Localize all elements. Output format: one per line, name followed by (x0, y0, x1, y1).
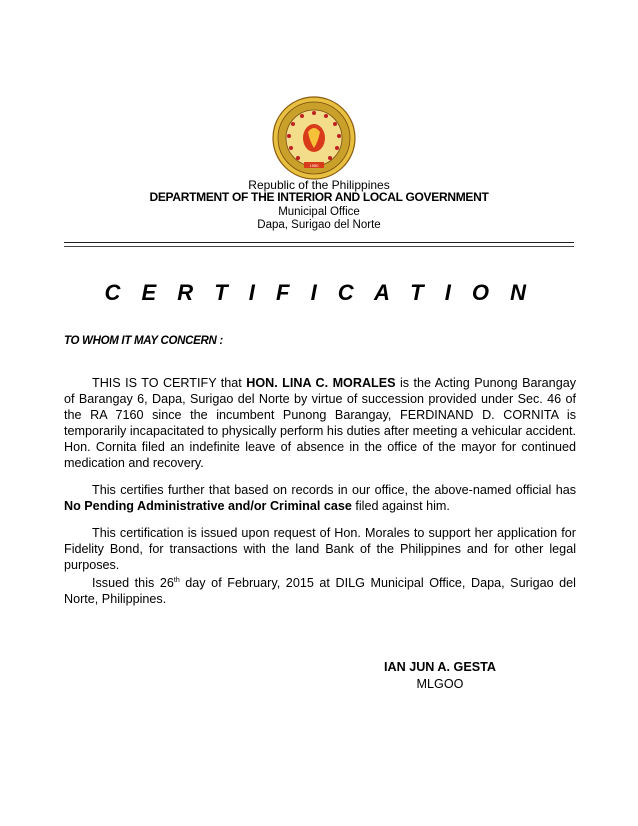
p4-text-a: Issued this 26 (92, 576, 174, 590)
date-ordinal: th (173, 576, 180, 584)
p2-text-b: filed against him. (351, 499, 450, 513)
official-name: HON. LINA C. MORALES (246, 376, 396, 390)
paragraph-certify (64, 375, 576, 471)
p1-text-b: is the Acting Punong Barangay of Barangay 6, Dapa, Surigao del Norte by virtue of succession provided under Sec. 46 of the RA 7160 since the incumbent Punong Barangay, FERDINAND D. CORNITA is temporarily incapacitated to physically perform his duties after meeting a vehicular accident. Hon. Cornita filed an indefinite leave of absence in the office of the mayor for continued medication and recovery. (64, 376, 576, 470)
p3-text: This certification is issued upon request of Hon. Morales to support her application for Fidelity Bond, for transactions with the land Bank of the Philippines and for other legal purposes. (64, 526, 576, 572)
p4-text-b: day of February, 2015 at DILG Municipal Office, Dapa, Surigao del Norte, Philippines. (64, 576, 576, 606)
dilg-seal-icon (272, 96, 356, 180)
paragraph-issued (64, 575, 576, 607)
paragraph-further (64, 482, 576, 514)
p1-text-a: THIS IS TO CERTIFY that (92, 376, 247, 390)
salutation: TO WHOM IT MAY CONCERN : (64, 335, 223, 347)
document-title: C E R T I F I C A T I O N (104, 280, 534, 305)
header-department: DEPARTMENT OF THE INTERIOR AND LOCAL GOVERNMENT (149, 190, 489, 204)
header-republic: Republic of the Philippines (248, 178, 390, 192)
p2-text-a: This certifies further that based on records in our office, the above-named official has (92, 483, 576, 497)
svg-text:1950: 1950 (309, 163, 319, 168)
paragraph-purpose (64, 525, 576, 573)
header-divider-bottom (64, 246, 574, 247)
signatory-name: IAN JUN A. GESTA (384, 660, 496, 674)
header-divider-top (64, 242, 574, 243)
no-pending-case: No Pending Administrative and/or Criminal case (64, 499, 352, 513)
signatory-title: MLGOO (416, 677, 464, 691)
header-location: Dapa, Surigao del Norte (257, 219, 381, 231)
header-office: Municipal Office (278, 206, 360, 218)
